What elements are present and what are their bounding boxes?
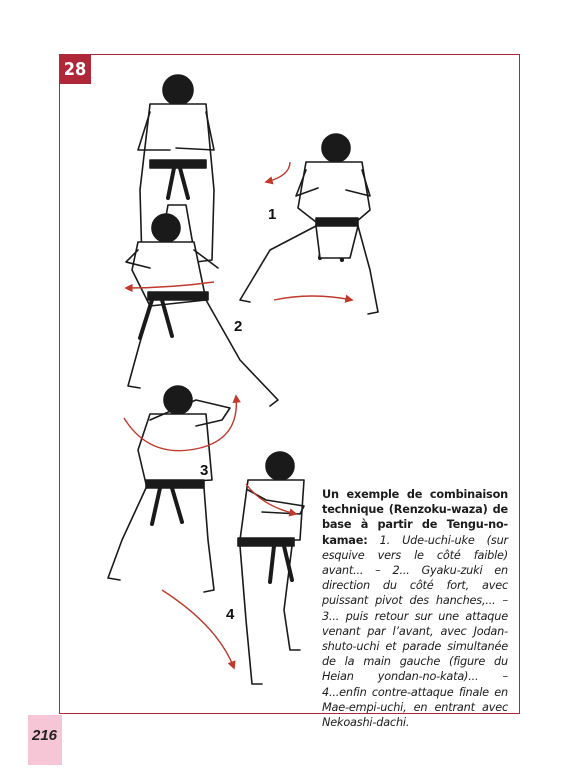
step-label-3: 3	[200, 462, 209, 479]
caption-body: 1. Ude-uchi-uke (sur esquive vers le côté faible) avant... – 2... Gyaku-zuki en direction du côté fort, avec puissant pivot des hanches,... – 3... puis retour sur une attaque venant par l’avant, avec Jodan-shuto-uchi et parade simultanée de la main gauche (figure du Heian yondan-no-kata)... – 4...enfin contre-attaque finale en Mae-empi-uchi, en entrant avec Nekoashi-dachi.	[322, 533, 508, 730]
movement-arrow	[266, 162, 290, 182]
caption-lead: Un exemple de combinaison technique (Renzoku-waza) de base à partir de Tengu-no-kamae:	[322, 488, 508, 547]
figure-number-badge: 28	[59, 54, 91, 84]
step-label-1: 1	[268, 206, 277, 223]
step-label-2: 2	[234, 318, 243, 335]
movement-arrow	[162, 590, 234, 668]
movement-arrow	[274, 296, 352, 300]
page-number: 216	[32, 727, 58, 744]
figure-stance-1	[240, 134, 378, 314]
figure-stance-3	[108, 386, 230, 592]
figure-caption	[322, 487, 508, 730]
step-label-4: 4	[226, 606, 235, 623]
